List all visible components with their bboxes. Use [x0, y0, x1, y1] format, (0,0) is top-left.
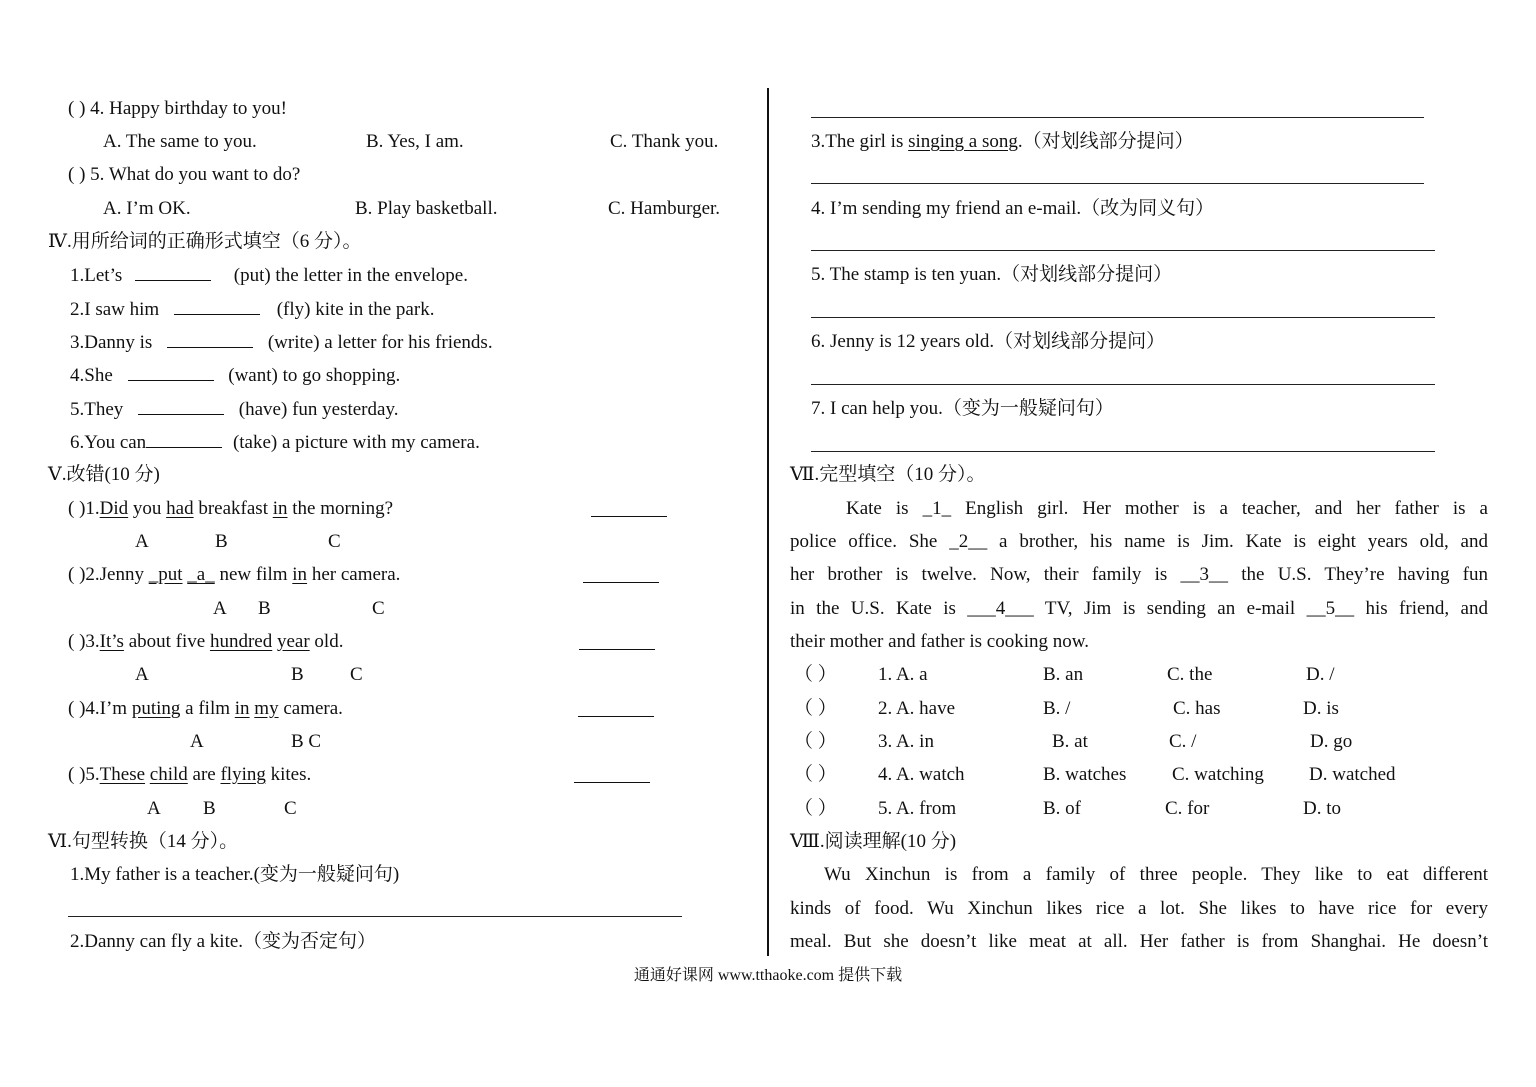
sentence-text: are [187, 764, 221, 785]
error-question-1 [68, 498, 393, 520]
answer-line[interactable] [811, 117, 1424, 118]
answer-paren: ( ) [68, 764, 86, 785]
transform-question-7: 7. I can help you.（变为一般疑问句） [811, 398, 1114, 419]
letter-a: A [135, 664, 149, 685]
section-6-title: Ⅵ.句型转换（14 分）。 [48, 831, 239, 852]
question-5-stem [68, 164, 300, 186]
fill-prefix: 5.They [70, 399, 124, 420]
fill-item-4 [70, 364, 400, 387]
column-divider [767, 88, 769, 956]
transform-question-6: 6. Jenny is 12 years old.（对划线部分提问） [811, 331, 1166, 352]
instruction-text: .（对划线部分提问） [1017, 131, 1194, 152]
sentence-text: her camera. [307, 564, 401, 585]
underlined-word-c: flying [220, 764, 266, 785]
fill-item-6 [70, 431, 480, 454]
letter-c: C [372, 598, 385, 619]
transform-question-2: 2.Danny can fly a kite.（变为否定句） [70, 931, 377, 952]
footer-source: 通通好课网 www.tthaoke.com 提供下载 [633, 967, 903, 984]
fill-suffix: (have) fun yesterday. [238, 399, 399, 420]
fill-suffix: (fly) kite in the park. [276, 299, 435, 320]
letter-a: A [190, 731, 204, 752]
fill-prefix: 6.You can [70, 432, 147, 453]
cloze-option-c: C. the [1167, 664, 1213, 685]
letter-a: A [147, 798, 161, 819]
section-5-title: Ⅴ.改错(10 分) [48, 464, 160, 485]
reading-line-1: Wu Xinchun is from a family of three people. They like to eat different [824, 864, 1488, 885]
answer-paren: （ ） [794, 664, 837, 685]
reading-line-2: kinds of food. Wu Xinchun likes rice a lot. She likes to have rice for every [790, 898, 1488, 919]
answer-paren: （ ） [794, 798, 837, 819]
question-text: 4. Happy birthday to you! [90, 98, 287, 119]
underlined-word-a: It’s [99, 631, 124, 652]
cloze-option-b: B. at [1052, 731, 1088, 752]
cloze-option-a: 3. A. in [878, 731, 934, 752]
fill-prefix: 1.Let’s [70, 265, 123, 286]
correction-blank[interactable] [578, 700, 654, 717]
cloze-option-c: C. for [1165, 798, 1210, 819]
underlined-word-b: in [234, 698, 250, 719]
answer-blank[interactable] [135, 264, 211, 281]
transform-question-1: 1.My father is a teacher.(变为一般疑问句) [70, 864, 400, 885]
error-question-2 [68, 564, 400, 586]
cloze-option-a: 5. A. from [878, 798, 957, 819]
letter-b: B [258, 598, 271, 619]
answer-blank[interactable] [167, 331, 253, 348]
underlined-word-b: child [149, 764, 188, 785]
underlined-word-a: _put [148, 564, 183, 585]
answer-paren: ( ) [68, 564, 86, 585]
cloze-line-2: police office. She _2__ a brother, his name is Jim. Kate is eight years old, and [790, 531, 1488, 552]
option-a: A. I’m OK. [103, 198, 191, 219]
sentence-text: a film [180, 698, 235, 719]
letter-b: B [203, 798, 216, 819]
sentence-text: 3.The girl is [811, 131, 909, 152]
sentence-text: the morning? [287, 498, 394, 519]
cloze-option-b: B. watches [1043, 764, 1127, 785]
question-number: 5. [85, 764, 100, 785]
question-number: 4.I’m [85, 698, 132, 719]
answer-line[interactable] [811, 183, 1424, 184]
letter-c: C [284, 798, 297, 819]
sentence-text: about five [123, 631, 210, 652]
answer-paren: ( ) [68, 631, 86, 652]
fill-item-2 [70, 298, 434, 321]
cloze-option-d: D. / [1306, 664, 1335, 685]
answer-line[interactable] [811, 317, 1435, 318]
cloze-line-5: their mother and father is cooking now. [790, 631, 1089, 652]
error-question-5 [68, 764, 311, 786]
letter-c: C [350, 664, 363, 685]
underlined-word-c: my [254, 698, 279, 719]
fill-prefix: 3.Danny is [70, 332, 153, 353]
fill-item-5 [70, 398, 398, 421]
fill-item-1 [70, 264, 468, 287]
error-question-4 [68, 698, 343, 720]
cloze-option-c: C. has [1173, 698, 1221, 719]
transform-question-5: 5. The stamp is ten yuan.（对划线部分提问） [811, 264, 1173, 285]
fill-item-3 [70, 331, 493, 354]
cloze-option-d: D. watched [1309, 764, 1396, 785]
answer-paren: ( ) [68, 498, 86, 519]
question-4-stem [68, 98, 287, 120]
fill-suffix: (take) a picture with my camera. [232, 432, 480, 453]
answer-blank[interactable] [128, 364, 214, 381]
cloze-option-b: B. an [1043, 664, 1084, 685]
underlined-word-a: These [99, 764, 146, 785]
sentence-text: kites. [265, 764, 312, 785]
section-7-title: Ⅶ.完型填空（10 分）。 [790, 464, 986, 485]
cloze-option-b: B. of [1043, 798, 1081, 819]
answer-paren: ( ) [68, 98, 86, 119]
answer-paren: ( ) [68, 698, 86, 719]
cloze-option-a: 2. A. have [878, 698, 956, 719]
option-a: A. The same to you. [103, 131, 257, 152]
fill-prefix: 4.She [70, 365, 113, 386]
underlined-word-b: _a_ [187, 564, 215, 585]
underlined-word-a: Did [99, 498, 129, 519]
fill-suffix: (want) to go shopping. [228, 365, 401, 386]
underlined-phrase: singing a song [908, 131, 1018, 152]
correction-blank[interactable] [591, 500, 667, 517]
answer-blank[interactable] [146, 431, 222, 448]
underlined-word-c: year [276, 631, 310, 652]
answer-blank[interactable] [138, 398, 224, 415]
fill-suffix: (write) a letter for his friends. [267, 332, 493, 353]
error-question-3 [68, 631, 343, 653]
sentence-text: new film [214, 564, 293, 585]
answer-paren: （ ） [794, 698, 837, 719]
cloze-option-b: B. / [1043, 698, 1071, 719]
letter-b: B [215, 531, 228, 552]
underlined-word-b: had [166, 498, 194, 519]
section-4-title: Ⅳ.用所给词的正确形式填空（6 分）。 [48, 231, 362, 252]
question-text: 5. What do you want to do? [90, 164, 301, 185]
sentence-text: breakfast [193, 498, 273, 519]
option-b: B. Yes, I am. [366, 131, 464, 152]
cloze-option-a: 4. A. watch [878, 764, 965, 785]
question-number: 3. [85, 631, 100, 652]
cloze-option-d: D. to [1303, 798, 1341, 819]
correction-blank[interactable] [574, 766, 650, 783]
cloze-option-d: D. is [1303, 698, 1339, 719]
answer-line[interactable] [811, 250, 1435, 251]
reading-line-3: meal. But she doesn’t like meat at all. Her father is from Shanghai. He doesn’t [790, 931, 1488, 952]
answer-line[interactable] [68, 916, 682, 917]
option-c: C. Thank you. [610, 131, 719, 152]
answer-paren: ( ) [68, 164, 86, 185]
correction-blank[interactable] [583, 566, 659, 583]
fill-suffix: (put) the letter in the envelope. [233, 265, 468, 286]
cloze-option-d: D. go [1310, 731, 1353, 752]
fill-prefix: 2.I saw him [70, 299, 160, 320]
letter-c: C [328, 531, 341, 552]
answer-line[interactable] [811, 384, 1435, 385]
sentence-text: you [128, 498, 167, 519]
cloze-line-4: in the U.S. Kate is ___4___ TV, Jim is sending an e-mail __5__ his friend, and [790, 598, 1488, 619]
section-8-title: Ⅷ.阅读理解(10 分) [790, 831, 957, 852]
letter-b: B [291, 664, 304, 685]
cloze-option-a: 1. A. a [878, 664, 928, 685]
letter-a: A [213, 598, 227, 619]
sentence-text: old. [309, 631, 344, 652]
underlined-word-b: hundred [209, 631, 273, 652]
letter-bc: B C [291, 731, 322, 752]
underlined-word-c: in [272, 498, 288, 519]
underlined-word-c: in [292, 564, 308, 585]
transform-question-4: 4. I’m sending my friend an e-mail.（改为同义句） [811, 198, 1215, 219]
question-number: 2.Jenny [85, 564, 149, 585]
underlined-word-a: puting [131, 698, 181, 719]
cloze-line-3: her brother is twelve. Now, their family is __3__ the U.S. They’re having fun [790, 564, 1488, 585]
answer-line[interactable] [811, 451, 1435, 452]
letter-a: A [135, 531, 149, 552]
correction-blank[interactable] [579, 633, 655, 650]
cloze-line-1: Kate is _1_ English girl. Her mother is a teacher, and her father is a [846, 498, 1488, 519]
question-number: 1. [85, 498, 100, 519]
sentence-text: camera. [278, 698, 343, 719]
answer-paren: （ ） [794, 731, 837, 752]
cloze-option-c: C. watching [1172, 764, 1264, 785]
option-c: C. Hamburger. [608, 198, 721, 219]
answer-blank[interactable] [174, 298, 260, 315]
option-b: B. Play basketball. [355, 198, 498, 219]
cloze-option-c: C. / [1169, 731, 1197, 752]
answer-paren: （ ） [794, 764, 837, 785]
transform-question-3 [811, 131, 1194, 153]
